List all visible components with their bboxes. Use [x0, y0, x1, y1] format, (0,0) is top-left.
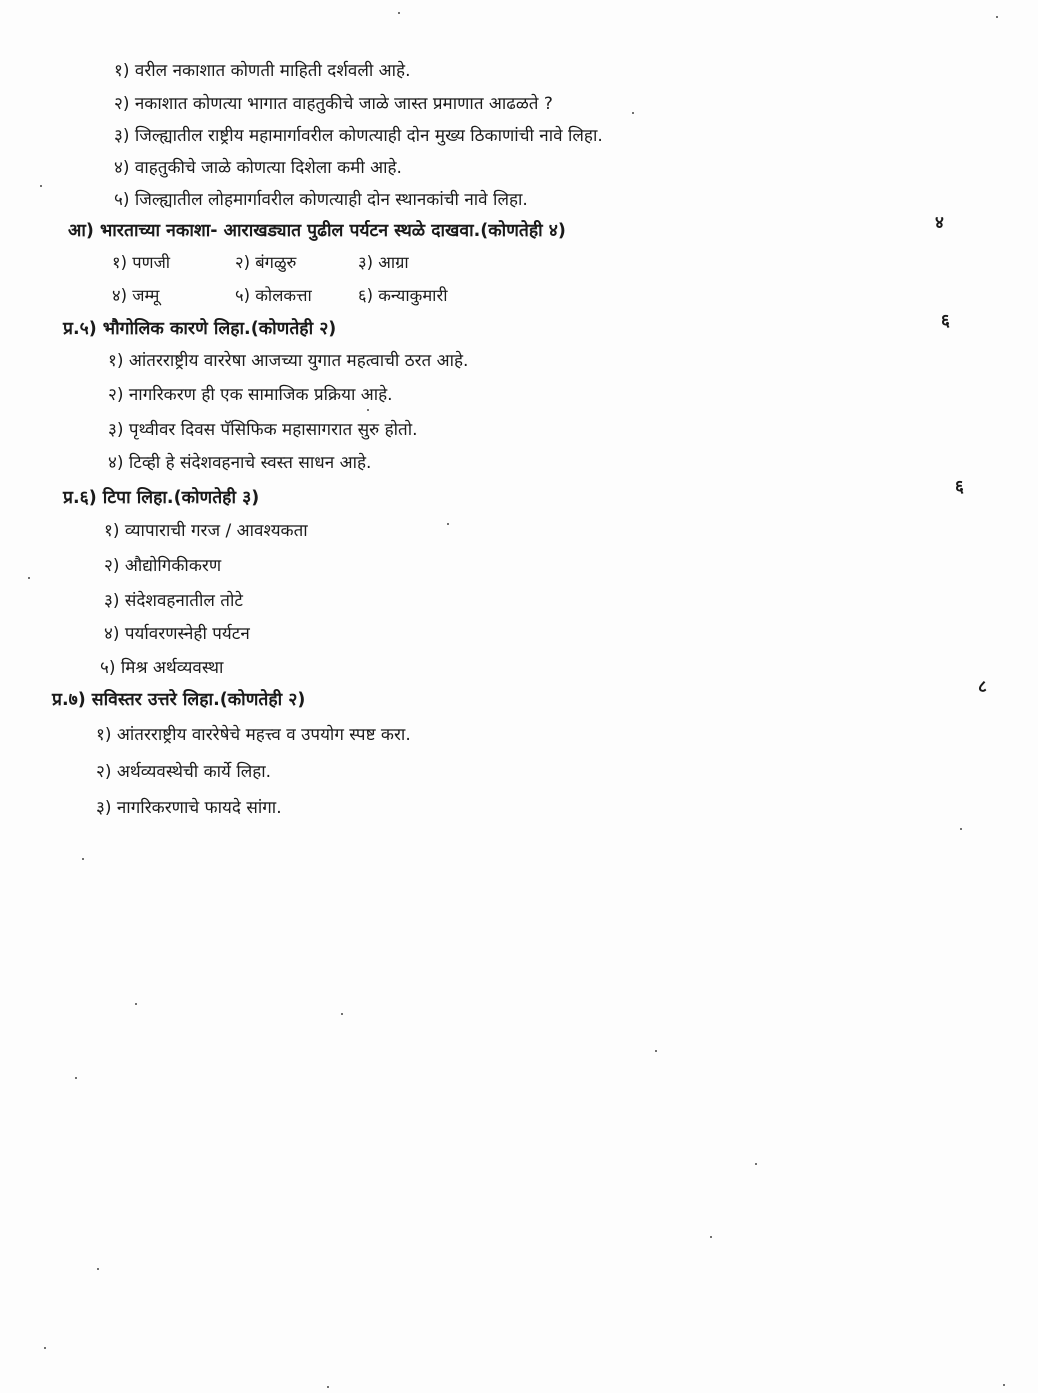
- q5-item-4: ४) टिव्ही हे संदेशवहनाचे स्वस्त साधन आहे.: [108, 453, 372, 473]
- scan-speck: [1003, 1384, 1005, 1386]
- q5-item-3: ३) पृथ्वीवर दिवस पॅसिफिक महासागरात सुरु होतो.: [108, 420, 418, 440]
- scan-speck: [82, 858, 84, 860]
- place-option-5: ५) कोलकत्ता: [235, 286, 312, 305]
- map-question-4: ४) वाहतुकीचे जाळे कोणत्या दिशेला कमी आहे.: [114, 158, 402, 178]
- scan-speck: [367, 409, 369, 411]
- scan-speck: [327, 1386, 329, 1388]
- q7-item-2: २) अर्थव्यवस्थेची कार्ये लिहा.: [96, 762, 272, 782]
- map-question-5: ५) जिल्ह्यातील लोहमार्गावरील कोणत्याही दोन स्थानकांची नावे लिहा.: [114, 190, 528, 210]
- place-option-6: ६) कन्याकुमारी: [358, 286, 448, 305]
- scan-speck: [655, 1050, 657, 1052]
- q6-item-3: ३) संदेशवहनातील तोटे: [104, 591, 243, 611]
- map-question-2: २) नकाशात कोणत्या भागात वाहतुकीचे जाळे जास्त प्रमाणात आढळते ?: [114, 94, 553, 114]
- q7-heading: प्र.७) सविस्तर उत्तरे लिहा.(कोणतेही २): [52, 690, 306, 710]
- scan-speck: [40, 185, 42, 187]
- scan-speck: [447, 523, 449, 525]
- q5-item-2: २) नागरिकरण ही एक सामाजिक प्रक्रिया आहे.: [108, 385, 393, 405]
- scan-speck: [398, 12, 400, 14]
- q5-item-1: १) आंतरराष्ट्रीय वाररेषा आजच्या युगात महत्वाची ठरत आहे.: [108, 351, 469, 371]
- scan-speck: [710, 1236, 712, 1238]
- scan-speck: [960, 828, 962, 830]
- scan-speck: [996, 16, 998, 18]
- q7-marks: ८: [978, 677, 987, 697]
- scan-speck: [632, 112, 634, 114]
- scan-speck: [97, 1268, 99, 1270]
- q6-item-1: १) व्यापाराची गरज / आवश्यकता: [104, 521, 308, 541]
- scan-speck: [44, 1347, 46, 1349]
- scan-speck: [75, 1077, 77, 1079]
- place-option-4: ४) जम्मू: [112, 286, 160, 305]
- q6-item-4: ४) पर्यावरणस्नेही पर्यटन: [104, 624, 250, 644]
- map-question-1: १) वरील नकाशात कोणती माहिती दर्शवली आहे.: [114, 61, 411, 81]
- map-question-3: ३) जिल्ह्यातील राष्ट्रीय महामार्गावरील कोणत्याही दोन मुख्य ठिकाणांची नावे लिहा.: [114, 126, 603, 146]
- q5-heading: प्र.५) भौगोलिक कारणे लिहा.(कोणतेही २): [63, 319, 337, 339]
- place-option-2: २) बंगळुरु: [235, 253, 297, 272]
- q7-item-3: ३) नागरिकरणाचे फायदे सांगा.: [96, 798, 282, 818]
- india-map-heading: आ) भारताच्या नकाशा- आराखड्यात पुढील पर्यटन स्थळे दाखवा.(कोणतेही ४): [68, 221, 566, 241]
- scan-speck: [341, 1013, 343, 1015]
- q7-item-1: १) आंतरराष्ट्रीय वाररेषेचे महत्त्व व उपयोग स्पष्ट करा.: [96, 725, 411, 745]
- india-map-marks: ४: [935, 213, 944, 233]
- q6-heading: प्र.६) टिपा लिहा.(कोणतेही ३): [63, 488, 260, 508]
- place-option-1: १) पणजी: [112, 253, 171, 272]
- q6-item-2: २) औद्योगिकीकरण: [104, 556, 222, 576]
- scan-speck: [28, 577, 30, 579]
- scan-speck: [135, 1003, 137, 1005]
- q6-marks: ६: [955, 477, 964, 497]
- q6-item-5: ५) मिश्र अर्थव्यवस्था: [100, 658, 224, 678]
- q5-marks: ६: [941, 311, 950, 331]
- scan-speck: [755, 1163, 757, 1165]
- place-option-3: ३) आग्रा: [358, 253, 409, 272]
